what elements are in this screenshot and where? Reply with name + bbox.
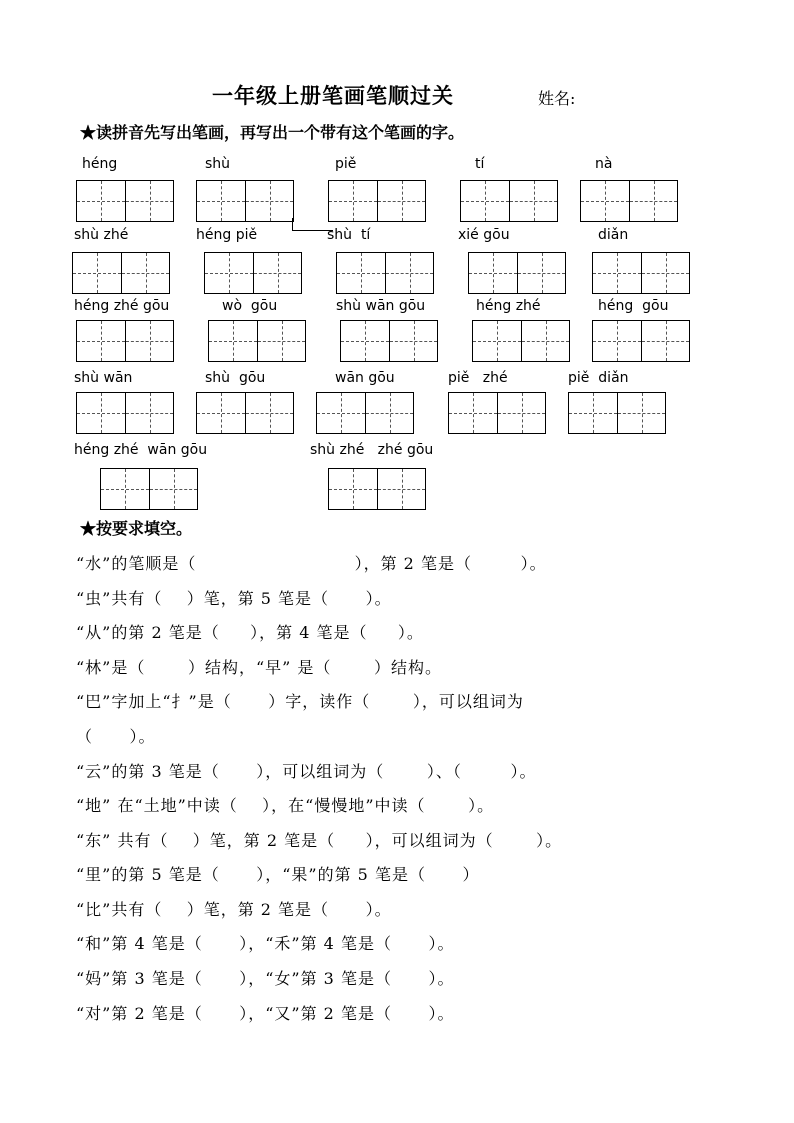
question-line: “巴”字加上“扌”是（ ）字，读作（ ），可以组词为 xyxy=(76,692,524,711)
writing-box[interactable] xyxy=(72,252,170,294)
pinyin-label: shù zhé xyxy=(74,227,129,243)
writing-box[interactable] xyxy=(468,252,566,294)
pinyin-label: nà xyxy=(595,156,613,172)
pinyin-label: xié gōu xyxy=(458,227,510,243)
writing-box[interactable] xyxy=(340,320,438,362)
writing-box[interactable] xyxy=(336,252,434,294)
pinyin-label: shù zhé zhé gōu xyxy=(310,442,434,458)
question-line: “云”的第 3 笔是（ ），可以组词为（ ）、（ ）。 xyxy=(76,762,537,781)
pinyin-label: shù wān gōu xyxy=(336,298,426,314)
writing-box[interactable] xyxy=(328,180,426,222)
writing-box[interactable] xyxy=(76,180,174,222)
name-label: 姓名: xyxy=(538,89,576,108)
writing-box[interactable] xyxy=(204,252,302,294)
writing-box[interactable] xyxy=(580,180,678,222)
question-line: “里”的第 5 笔是（ ），“果”的第 5 笔是（ ） xyxy=(76,865,480,884)
pinyin-label: héng zhé wān gōu xyxy=(74,442,208,458)
question-line: “比”共有（ ）笔，第 2 笔是（ ）。 xyxy=(76,900,392,919)
pinyin-label: héng zhé xyxy=(476,298,541,314)
pinyin-label: piě zhé xyxy=(448,370,508,386)
pinyin-label: tí xyxy=(475,156,485,172)
pinyin-label: piě diǎn xyxy=(568,370,629,386)
question-line: “和”第 4 笔是（ ），“禾”第 4 笔是（ ）。 xyxy=(76,934,455,953)
writing-box[interactable] xyxy=(568,392,666,434)
question-line: “林”是（ ）结构，“早” 是（ ）结构。 xyxy=(76,658,443,677)
writing-box[interactable] xyxy=(592,252,690,294)
writing-box[interactable] xyxy=(196,392,294,434)
writing-box[interactable] xyxy=(196,180,294,222)
pinyin-label: wān gōu xyxy=(335,370,395,386)
question-line: “水”的笔顺是（ ），第 2 笔是（ ）。 xyxy=(76,554,547,573)
writing-box[interactable] xyxy=(460,180,558,222)
writing-box[interactable] xyxy=(100,468,198,510)
writing-box[interactable] xyxy=(208,320,306,362)
pinyin-label: héng xyxy=(82,156,118,172)
question-line: “从”的第 2 笔是（ ），第 4 笔是（ ）。 xyxy=(76,623,424,642)
question-line: “虫”共有（ ）笔，第 5 笔是（ ）。 xyxy=(76,589,392,608)
pinyin-label: héng zhé gōu xyxy=(74,298,170,314)
pinyin-label: piě xyxy=(335,156,357,172)
pinyin-label: shù tí xyxy=(327,227,371,243)
pinyin-label: wò gōu xyxy=(222,298,278,314)
question-line: （ ）。 xyxy=(76,727,156,746)
pinyin-label: shù wān xyxy=(74,370,133,386)
pinyin-label: diǎn xyxy=(598,227,629,243)
writing-box[interactable] xyxy=(316,392,414,434)
pinyin-label: shù gōu xyxy=(205,370,266,386)
writing-box[interactable] xyxy=(448,392,546,434)
writing-box[interactable] xyxy=(76,392,174,434)
section1-instruction: ★读拼音先写出笔画，再写出一个带有这个笔画的字。 xyxy=(80,123,465,142)
question-line: “地” 在“土地”中读（ ），在“慢慢地”中读（ ）。 xyxy=(76,796,495,815)
pinyin-label: héng gōu xyxy=(598,298,669,314)
writing-box[interactable] xyxy=(472,320,570,362)
question-line: “对”第 2 笔是（ ），“又”第 2 笔是（ ）。 xyxy=(76,1004,455,1023)
pinyin-label: héng piě xyxy=(196,227,258,243)
writing-box[interactable] xyxy=(76,320,174,362)
page-title: 一年级上册笔画笔顺过关 xyxy=(212,83,454,108)
writing-box[interactable] xyxy=(328,468,426,510)
pinyin-label: shù xyxy=(205,156,231,172)
question-line: “东” 共有（ ）笔，第 2 笔是（ ），可以组词为（ ）。 xyxy=(76,831,563,850)
question-line: “妈”第 3 笔是（ ），“女”第 3 笔是（ ）。 xyxy=(76,969,455,988)
section2-instruction: ★按要求填空。 xyxy=(80,519,193,538)
writing-box[interactable] xyxy=(592,320,690,362)
